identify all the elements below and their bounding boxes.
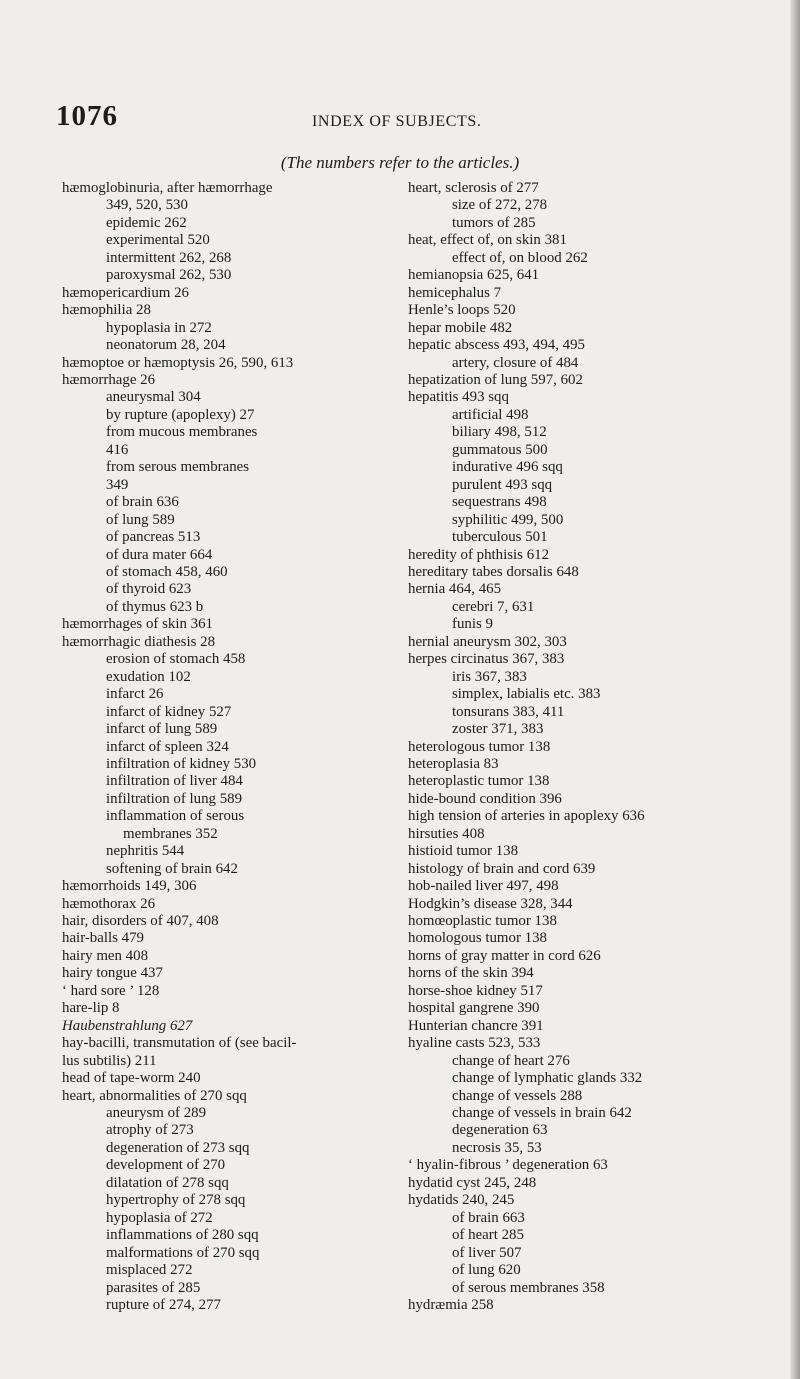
index-entry: change of lymphatic glands 332 [452, 1070, 643, 1087]
index-entry: heredity of phthisis 612 [408, 546, 550, 563]
index-entry: indurative 496 sqq [452, 459, 563, 476]
index-entry: infarct of kidney 527 [106, 703, 232, 720]
index-entry: tuberculous 501 [452, 529, 548, 546]
index-entry: hæmoptoe or hæmoptysis 26, 590, 613 [62, 354, 294, 371]
index-entry: hepatitis 493 sqq [408, 389, 509, 406]
index-entry: hydatids 240, 245 [408, 1192, 515, 1209]
index-entry: hairy men 408 [62, 947, 149, 964]
index-entry: change of heart 276 [452, 1052, 570, 1069]
index-entry: misplaced 272 [106, 1262, 193, 1279]
index-entry: hæmorrhagic diathesis 28 [62, 633, 216, 650]
index-entry: tumors of 285 [452, 214, 536, 231]
index-entry: horse-shoe kidney 517 [408, 982, 543, 999]
index-entry: hemicephalus 7 [408, 284, 502, 301]
index-entry: zoster 371, 383 [452, 721, 544, 738]
index-entry: softening of brain 642 [106, 860, 238, 877]
index-entry: heterologous tumor 138 [408, 738, 551, 755]
index-entry: heteroplastic tumor 138 [408, 773, 550, 790]
index-entry: horns of gray matter in cord 626 [408, 947, 601, 964]
index-entry: heat, effect of, on skin 381 [408, 232, 567, 249]
index-entry: of dura mater 664 [106, 546, 213, 563]
index-entry: from mucous membranes [106, 424, 258, 441]
index-entry: exudation 102 [106, 668, 191, 685]
index-entry: infarct 26 [106, 686, 164, 703]
index-entry: hæmothorax 26 [62, 895, 156, 912]
index-entry: of stomach 458, 460 [106, 563, 228, 580]
index-entry: biliary 498, 512 [452, 424, 547, 441]
index-entry: iris 367, 383 [452, 668, 527, 685]
index-entry: hæmorrhoids 149, 306 [62, 878, 197, 895]
index-entry: dilatation of 278 sqq [106, 1174, 229, 1191]
index-entry: simplex, labialis etc. 383 [452, 686, 601, 703]
index-entry: hay-bacilli, transmutation of (see bacil- [62, 1035, 297, 1052]
index-entry: hide-bound condition 396 [408, 790, 562, 807]
index-entry: hemianopsia 625, 641 [408, 267, 540, 284]
index-entry: head of tape-worm 240 [62, 1070, 201, 1087]
index-entry: infarct of spleen 324 [106, 738, 229, 755]
index-entry: hypertrophy of 278 sqq [106, 1192, 246, 1209]
index-entry: Haubenstrahlung 627 [62, 1017, 193, 1034]
index-entry: of serous membranes 358 [452, 1279, 605, 1296]
index-entry: heteroplasia 83 [408, 755, 499, 772]
running-head: INDEX OF SUBJECTS. [312, 113, 482, 130]
index-entry: 349, 520, 530 [106, 197, 188, 214]
index-entry: artery, closure of 484 [452, 354, 579, 371]
index-entry: neonatorum 28, 204 [106, 337, 226, 354]
index-entry: epidemic 262 [106, 214, 187, 231]
index-entry: paroxysmal 262, 530 [106, 267, 232, 284]
index-entry: of liver 507 [452, 1244, 522, 1261]
index-entry: lus subtilis) 211 [62, 1052, 157, 1069]
index-entry: by rupture (apoplexy) 27 [106, 406, 255, 423]
index-entry: high tension of arteries in apoplexy 636 [408, 808, 645, 825]
index-entry: necrosis 35, 53 [452, 1139, 542, 1156]
index-entry: of lung 589 [106, 511, 175, 528]
index-entry: infiltration of kidney 530 [106, 755, 257, 772]
index-entry: inflammations of 280 sqq [106, 1227, 259, 1244]
index-entry: from serous membranes [106, 459, 250, 476]
index-entry: aneurysmal 304 [106, 389, 201, 406]
page-number: 1076 [56, 100, 118, 132]
index-entry: Hunterian chancre 391 [408, 1017, 544, 1034]
index-entry: of thyroid 623 [106, 581, 192, 598]
index-entry: hæmopericardium 26 [62, 284, 189, 301]
index-entry: heart, sclerosis of 277 [408, 180, 539, 196]
index-entry: atrophy of 273 [106, 1122, 194, 1139]
index-entry: funis 9 [452, 616, 493, 633]
index-entry: effect of, on blood 262 [452, 249, 588, 266]
index-entry: cerebri 7, 631 [452, 598, 535, 615]
index-entry: of brain 636 [106, 494, 179, 511]
index-entry: hydatid cyst 245, 248 [408, 1174, 537, 1191]
index-entry: heart, abnormalities of 270 sqq [62, 1087, 247, 1104]
index-column-left [62, 180, 400, 1314]
index-entry: development of 270 [106, 1157, 226, 1174]
index-entry: hair-balls 479 [62, 930, 144, 947]
index-entry: inflammation of serous [106, 808, 245, 825]
index-entry: membranes 352 [123, 825, 218, 842]
index-entry: hereditary tabes dorsalis 648 [408, 563, 579, 580]
index-entry: change of vessels in brain 642 [452, 1105, 632, 1122]
index-entry: malformations of 270 sqq [106, 1244, 260, 1261]
index-entry: of thymus 623 b [106, 598, 204, 615]
index-subtitle: (The numbers refer to the articles.) [280, 153, 520, 172]
index-entry: Henle’s loops 520 [408, 302, 516, 319]
index-entry: hepatic abscess 493, 494, 495 [408, 337, 585, 354]
index-entry: hyaline casts 523, 533 [408, 1035, 541, 1052]
index-entry: ‘ hyalin-fibrous ’ degeneration 63 [408, 1157, 608, 1174]
index-entry: hæmorrhages of skin 361 [62, 616, 213, 633]
index-entry: hare-lip 8 [62, 1000, 120, 1017]
index-entry: hæmoglobinuria, after hæmorrhage [62, 180, 273, 196]
index-entry: hepatization of lung 597, 602 [408, 371, 583, 388]
index-entry: of heart 285 [452, 1227, 524, 1244]
index-entry: hernia 464, 465 [408, 581, 502, 598]
index-entry: infarct of lung 589 [106, 721, 218, 738]
index-entry: hairy tongue 437 [62, 965, 163, 982]
index-entry: herpes circinatus 367, 383 [408, 651, 565, 668]
index-entry: hospital gangrene 390 [408, 1000, 540, 1017]
index-entry: histology of brain and cord 639 [408, 860, 596, 877]
index-entry: hydræmia 258 [408, 1297, 494, 1313]
index-entry: of pancreas 513 [106, 529, 201, 546]
index-entry: hypoplasia in 272 [106, 319, 212, 336]
index-entry: homœoplastic tumor 138 [408, 913, 557, 930]
index-entry: gummatous 500 [452, 441, 548, 458]
index-entry: intermittent 262, 268 [106, 249, 232, 266]
index-column-right [408, 180, 793, 1314]
index-entry: Hodgkin’s disease 328, 344 [408, 895, 573, 912]
index-entry: hepar mobile 482 [408, 319, 513, 336]
index-entry: of lung 620 [452, 1262, 521, 1279]
index-entry: experimental 520 [106, 232, 210, 249]
index-entry: rupture of 274, 277 [106, 1297, 221, 1313]
index-entry: hob-nailed liver 497, 498 [408, 878, 559, 895]
index-entry: homologous tumor 138 [408, 930, 547, 947]
index-entry: hernial aneurysm 302, 303 [408, 633, 567, 650]
index-entry: 416 [106, 441, 129, 458]
index-entry: syphilitic 499, 500 [452, 511, 564, 528]
index-entry: hypoplasia of 272 [106, 1209, 213, 1226]
index-entry: sequestrans 498 [452, 494, 547, 511]
index-entry: hæmorrhage 26 [62, 371, 156, 388]
index-entry: erosion of stomach 458 [106, 651, 246, 668]
index-entry: size of 272, 278 [452, 197, 548, 214]
index-entry: artificial 498 [452, 406, 529, 423]
index-entry: degeneration of 273 sqq [106, 1139, 250, 1156]
index-entry: purulent 493 sqq [452, 476, 553, 493]
index-entry: degeneration 63 [452, 1122, 548, 1139]
index-entry: horns of the skin 394 [408, 965, 534, 982]
index-entry: infiltration of lung 589 [106, 790, 243, 807]
index-entry: aneurysm of 289 [106, 1105, 207, 1122]
index-entry: tonsurans 383, 411 [452, 703, 565, 720]
index-entry: of brain 663 [452, 1209, 525, 1226]
index-entry: hæmophilia 28 [62, 302, 151, 319]
index-entry: nephritis 544 [106, 843, 185, 860]
index-entry: hirsuties 408 [408, 825, 485, 842]
index-entry: infiltration of liver 484 [106, 773, 243, 790]
index-entry: change of vessels 288 [452, 1087, 583, 1104]
index-entry: histioid tumor 138 [408, 843, 519, 860]
index-entry: parasites of 285 [106, 1279, 201, 1296]
index-entry: ‘ hard sore ’ 128 [62, 982, 160, 999]
index-entry: 349 [106, 476, 129, 493]
index-entry: hair, disorders of 407, 408 [62, 913, 219, 930]
